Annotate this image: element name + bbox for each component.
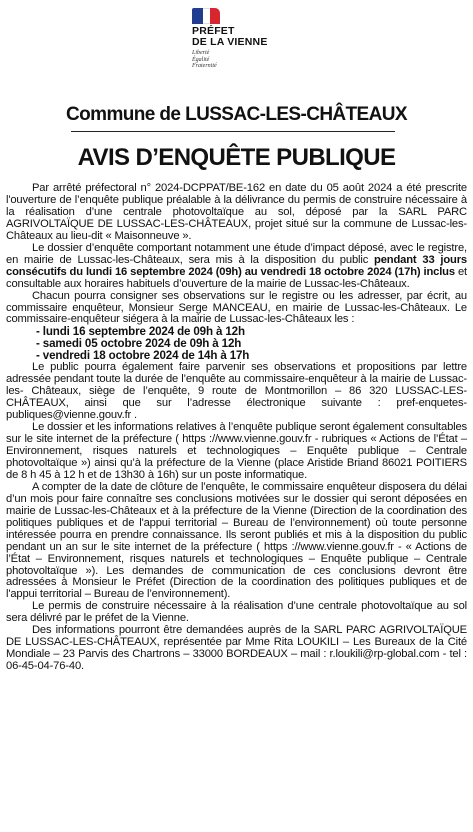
title-divider (71, 131, 395, 132)
permanence-dates (6, 326, 467, 362)
motto-liberte: Liberté (192, 50, 210, 56)
commune-title: Commune de LUSSAC-LES-CHÂTEAUX (66, 104, 407, 125)
paragraph-permit: Le permis de construire nécessaire à la réalisation d’une centrale photovoltaïque au sol sera délivré par le préfet de la Vienne. (6, 600, 467, 625)
republic-motto (192, 50, 217, 70)
paragraph-dossier (6, 243, 467, 291)
motto-fraternite: Fraternité (192, 63, 217, 69)
paragraph-contact: Des informations pourront être demandées auprès de la SARL PARC AGRIVOLTAÏQUE DE LUSSAC-LES-CHÂTEAUX, représentée par Mme Rita LOUKILI – Les Bureaux de la Cité Mondiale – 23 Parvis des Chartrons – 33000 BORDEAUX – mail : r.loukili@rp-global.com - tel : 06-45-04-76-40. (6, 624, 467, 673)
prefet-line-1: PRÉFET (192, 25, 235, 37)
dossier-text-start: Le dossier d’enquête comportant notamment une étude d’impact déposé, avec le registre, en mairie de Lussac-les-Châteaux, sera mis à la disposition du public (6, 241, 467, 266)
permanence-date: - samedi 05 octobre 2024 de 09h à 12h (36, 337, 242, 351)
motto-egalite: Égalité (192, 56, 210, 63)
permanence-date: - lundi 16 septembre 2024 de 09h à 12h (36, 325, 245, 339)
prefecture-name (192, 26, 268, 48)
paragraph-decree: Par arrêté préfectoral n° 2024-DCPPAT/BE-162 en date du 05 août 2024 a été prescrite l'ouverture de l’enquête publique préalable à la délivrance du permis de construire nécessaire à la réalisation d’une centrale photovoltaïque au sol, déposé par la SARL PARC AGRIVOLTAÏQUE DE LUSSAC-LES-CHÂTEAUX, projet situé sur la commune de Lussac-les-Châteaux au lieu-dit « Maisonneuve ». (6, 182, 467, 242)
enquiry-period: pendant 33 jours consécutifs du lundi 16 septembre 2024 (09h) au vendredi 18 octobre 2024 (17h) inclus (6, 253, 467, 278)
paragraph-conclusions: A compter de la date de clôture de l’enquête, le commissaire enquêteur disposera du délai d’un mois pour faire connaître ses conclusions motivées sur le dossier qui seront déposées en mairie de Lussac-les-Châteaux et à la préfecture de la Vienne (Direction de la coordination des politiques publiques et de l'appui territorial – Bureau de l’environnement) où toute personne intéressée pourra en prendre connaissance. Ils seront publiés et mis à la disposition du public pendant un an sur le site internet de la préfecture ( https ://www.vienne.gouv.fr - « Actions de l’État – Environnement, risques naturels et technologiques – Enquête publique – Centrale photovoltaïque »). Les demandes de communication de ces conclusions devront être adressées à Monsieur le Préfet (Direction de la coordination des politiques publiques et de l'appui territorial – Bureau de l’environnement). (6, 480, 467, 601)
marianne-flag-icon (192, 8, 220, 24)
paragraph-letters: Le public pourra également faire parvenir ses observations et propositions par lettre adressée pendant toute la durée de l’enquête au commissaire-enquêteur à la mairie de Lussac-les- Châteaux, siège de l’enquête, 9 route de Montmorillon – 86 320 LUSSAC-LES-CHÂTEAUX, ainsi que sur l’adresse électronique suivante : pref-enquetes-publiques@vienne.gouv.fr . (6, 361, 467, 422)
paragraph-website: Le dossier et les informations relatives à l’enquête publique seront également consultables sur le site internet de la préfecture ( https ://www.vienne.gouv.fr - rubriques « Actions de l’État – Environnement, risques naturels et technologiques – Enquête publique – Centrale photovoltaïque ») ainsi qu’à la préfecture de la Vienne (place Aristide Briand 86021 POITIERS de 8 h 45 à 12 h et de 13h30 à 16h) sur un poste informatique. (6, 421, 467, 481)
notice-body (6, 183, 467, 673)
permanence-date: - vendredi 18 octobre 2024 de 14h à 17h (36, 349, 250, 363)
dossier-text-end: et consultable aux horaires habituels d’ouverture de la mairie de Lussac-les-Châteaux. (6, 265, 467, 290)
prefecture-logo (190, 8, 300, 80)
prefet-line-2: DE LA VIENNE (192, 36, 268, 48)
notice-title: AVIS D’ENQUÊTE PUBLIQUE (77, 144, 396, 171)
paragraph-observations: Chacun pourra consigner ses observations sur le registre ou les adresser, par écrit, au commissaire enquêteur, Monsieur Serge MANCEAU, en mairie de Lussac-les-Châteaux. Le commissaire-enquêteur siégera à la mairie de Lussac-les-Châteaux les : (6, 289, 467, 326)
